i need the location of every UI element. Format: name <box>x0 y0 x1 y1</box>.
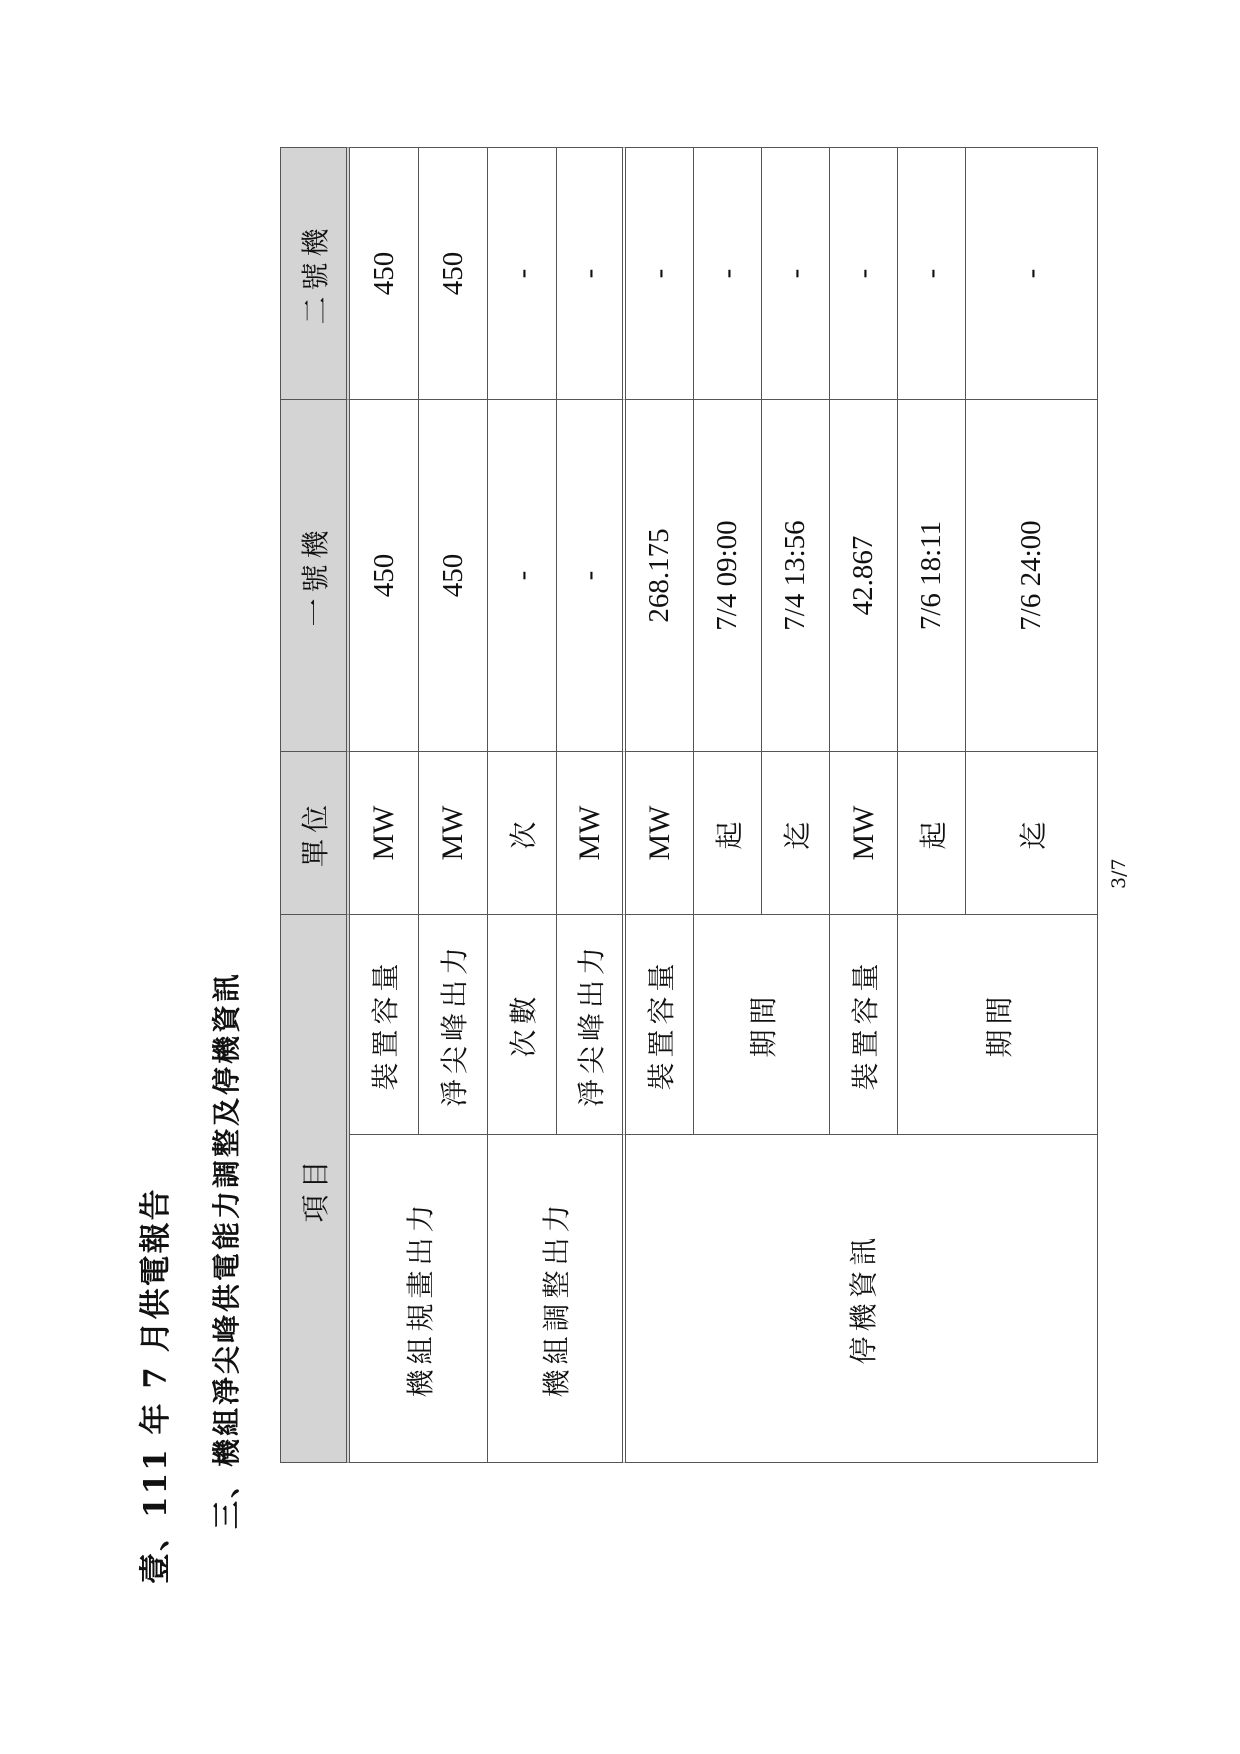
row-unit: 迄 <box>762 751 830 914</box>
row-unit2-value: 450 <box>419 147 488 399</box>
row-unit: 迄 <box>966 751 1098 914</box>
row-unit1-value: 7/6 24:00 <box>966 399 1098 751</box>
row-label: 裝置容量 <box>626 914 694 1134</box>
row-unit1-value: - <box>557 399 626 751</box>
row-unit1-value: 268.175 <box>626 399 694 751</box>
row-unit: MW <box>419 751 488 914</box>
report-title: 壹、111 年 7 月供電報告 <box>138 1187 174 1584</box>
row-label: 裝置容量 <box>830 914 898 1134</box>
row-unit: MW <box>626 751 694 914</box>
row-unit1-value: 7/6 18:11 <box>898 399 966 751</box>
row-unit: MW <box>830 751 898 914</box>
header-unit: 單位 <box>280 751 350 914</box>
row-unit2-value: 450 <box>350 147 419 399</box>
row-unit: MW <box>557 751 626 914</box>
row-unit1-value: 450 <box>419 399 488 751</box>
row-unit2-value: - <box>898 147 966 399</box>
row-unit1-value: 7/4 09:00 <box>694 399 762 751</box>
row-label: 淨尖峰出力 <box>419 914 488 1134</box>
row-unit1-value: 42.867 <box>830 399 898 751</box>
row-unit2-value: - <box>762 147 830 399</box>
row-unit1-value: - <box>488 399 557 751</box>
header-unit1: 一號機 <box>280 399 350 751</box>
row-label: 淨尖峰出力 <box>557 914 626 1134</box>
page-number: 3/7 <box>1108 858 1130 889</box>
row-unit2-value: - <box>694 147 762 399</box>
row-label: 次數 <box>488 914 557 1134</box>
row-label: 期間 <box>898 914 1098 1134</box>
row-unit2-value: - <box>626 147 694 399</box>
group-planned-output: 機組規畫出力 <box>350 1134 488 1463</box>
row-unit2-value: - <box>966 147 1098 399</box>
row-unit: MW <box>350 751 419 914</box>
row-unit2-value: - <box>488 147 557 399</box>
row-unit1-value: 7/4 13:56 <box>762 399 830 751</box>
group-adjusted-output: 機組調整出力 <box>488 1134 626 1463</box>
row-unit2-value: - <box>557 147 626 399</box>
row-label: 裝置容量 <box>350 914 419 1134</box>
row-label: 期間 <box>694 914 830 1134</box>
row-unit: 起 <box>694 751 762 914</box>
row-unit: 起 <box>898 751 966 914</box>
row-unit1-value: 450 <box>350 399 419 751</box>
row-unit: 次 <box>488 751 557 914</box>
group-outage-info: 停機資訊 <box>626 1134 1098 1463</box>
header-item: 項目 <box>280 914 350 1463</box>
row-unit2-value: - <box>830 147 898 399</box>
outage-table <box>280 147 1098 1463</box>
header-unit2: 二號機 <box>280 147 350 399</box>
section-heading: 三、機組淨尖峰供電能力調整及停機資訊 <box>210 970 243 1529</box>
